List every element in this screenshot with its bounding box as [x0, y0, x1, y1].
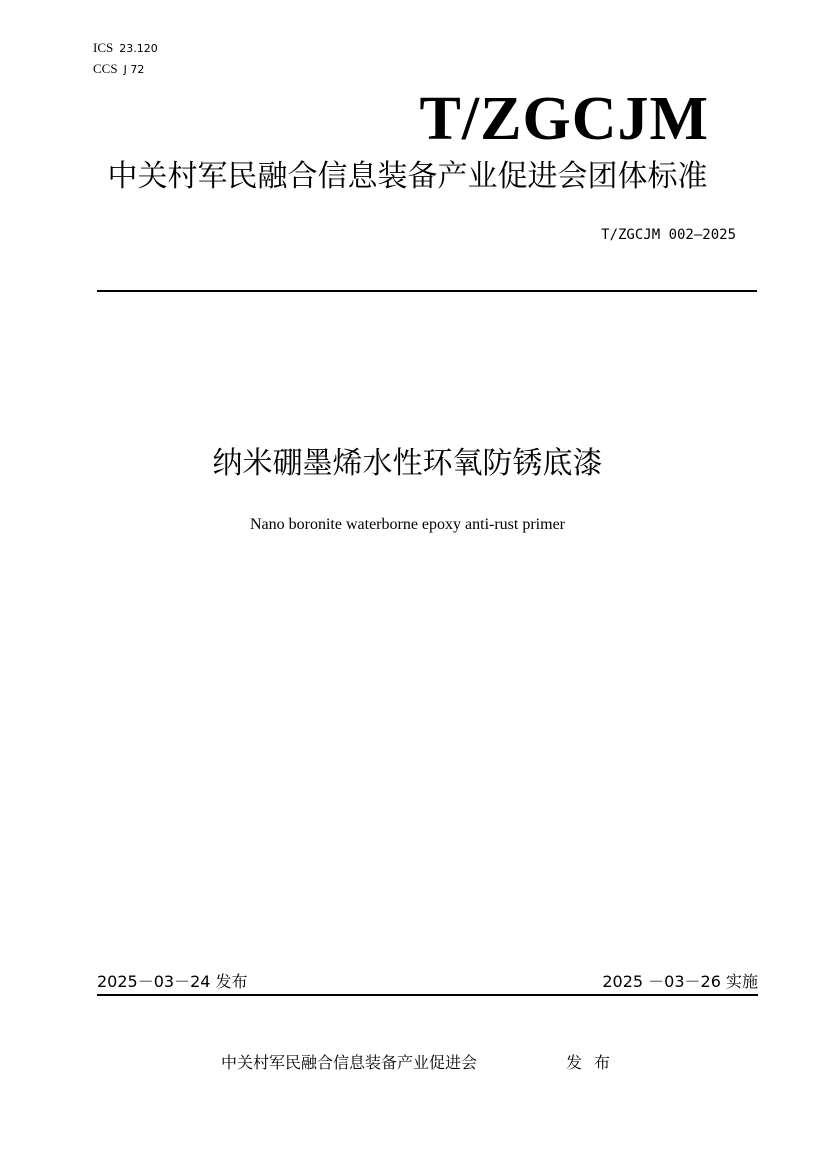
ics-label: ICS	[93, 40, 114, 55]
ccs-label: CCS	[93, 61, 118, 76]
issue-date: 2025－03－24 发布	[97, 972, 248, 991]
organization-standard-title: 中关村军民融合信息装备产业促进会团体标准	[107, 159, 708, 194]
standard-number: T/ZGCJM 002—2025	[601, 227, 736, 243]
footer-divider	[97, 994, 758, 996]
ccs-value: J 72	[123, 63, 145, 76]
publish-label: 发布	[566, 1053, 623, 1072]
header-divider	[97, 290, 757, 292]
chinese-title: 纳米硼墨烯水性环氧防锈底漆	[212, 446, 603, 481]
ics-code	[93, 41, 158, 56]
ccs-code	[93, 62, 144, 77]
publisher-name: 中关村军民融合信息装备产业促进会	[221, 1053, 478, 1072]
standard-mark: T/ZGCJM	[419, 85, 709, 153]
english-title: Nano boronite waterborne epoxy anti-rust primer	[249, 516, 565, 533]
effective-date: 2025 －03－26 实施	[602, 972, 758, 991]
ics-value: 23.120	[119, 42, 158, 55]
